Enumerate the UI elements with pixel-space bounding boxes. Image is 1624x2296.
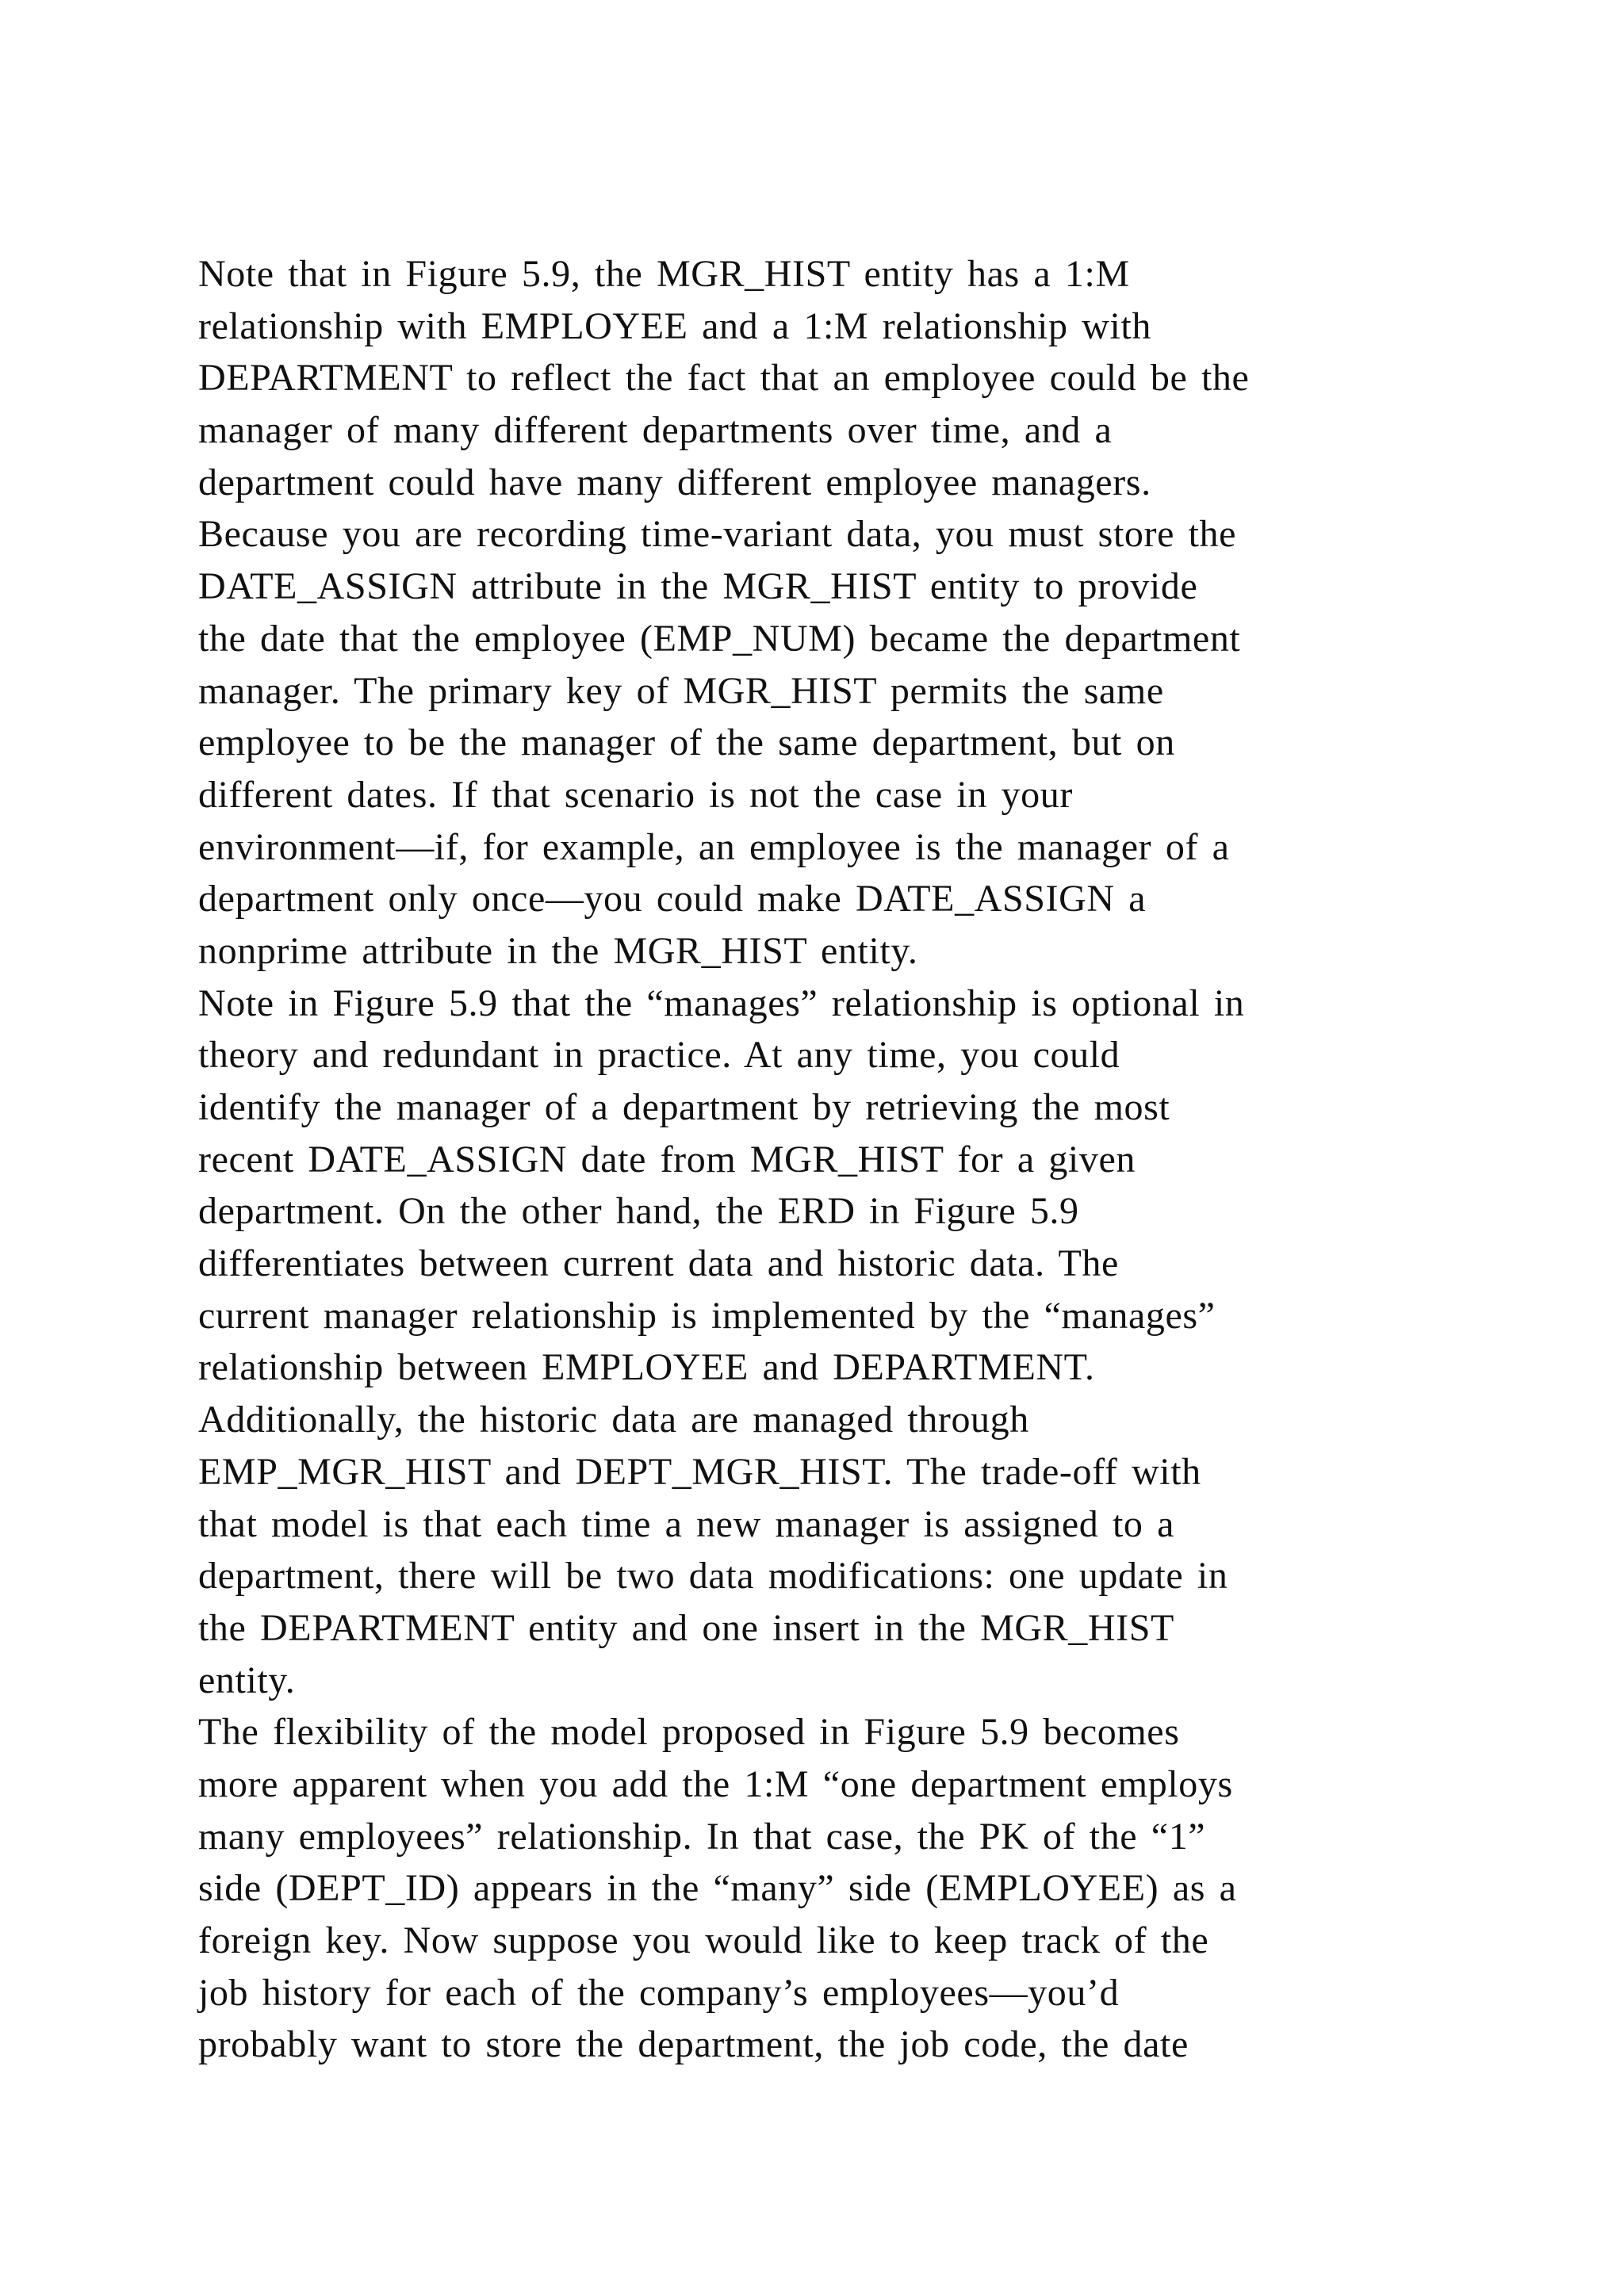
text-line: department only once—you could make DATE_ASSIGN a [198,878,1147,920]
text-line: nonprime attribute in the MGR_HIST entity. [198,929,918,972]
text-line: environment—if, for example, an employee is the manager of a [198,825,1230,868]
text-line: identify the manager of a department by retrieving the most [198,1086,1170,1128]
text-line: many employees” relationship. In that case, the PK of the “1” [198,1815,1206,1858]
text-line: more apparent when you add the 1:M “one department employs [198,1762,1233,1805]
text-line: DATE_ASSIGN attribute in the MGR_HIST entity to provide [198,565,1198,608]
text-line: job history for each of the company’s employees—you’d [198,1971,1120,2014]
text-line: probably want to store the department, the job code, the date [198,2023,1189,2066]
text-line: EMP_MGR_HIST and DEPT_MGR_HIST. The trade-off with [198,1450,1201,1493]
text-line: department. On the other hand, the ERD in Figure 5.9 [198,1190,1079,1233]
text-line: the date that the employee (EMP_NUM) became the department [198,617,1241,660]
text-line: entity. [198,1659,296,1701]
text-line: relationship with EMPLOYEE and a 1:M relationship with [198,304,1151,347]
body-text [198,248,1483,2071]
text-line: the DEPARTMENT entity and one insert in the MGR_HIST [198,1606,1174,1649]
text-line: Note in Figure 5.9 that the “manages” relationship is optional in [198,982,1245,1024]
text-line: Because you are recording time-variant data, you must store the [198,513,1237,556]
text-line: department could have many different employee managers. [198,461,1151,503]
text-line: recent DATE_ASSIGN date from MGR_HIST for a given [198,1138,1136,1181]
text-line: theory and redundant in practice. At any time, you could [198,1034,1120,1077]
text-line: that model is that each time a new manager is assigned to a [198,1502,1175,1545]
text-line: employee to be the manager of the same department, but on [198,721,1175,764]
text-line: DEPARTMENT to reflect the fact that an employee could be the [198,357,1250,400]
text-line: different dates. If that scenario is not the case in your [198,773,1073,816]
text-line: Additionally, the historic data are managed through [198,1399,1029,1441]
text-line: relationship between EMPLOYEE and DEPARTMENT. [198,1346,1095,1389]
text-line: current manager relationship is implemented by the “manages” [198,1294,1216,1337]
text-line: The flexibility of the model proposed in Figure 5.9 becomes [198,1711,1180,1754]
text-line: department, there will be two data modifications: one update in [198,1555,1228,1598]
text-line: manager. The primary key of MGR_HIST permits the same [198,669,1164,712]
text-line: manager of many different departments over time, and a [198,409,1113,452]
text-line: Note that in Figure 5.9, the MGR_HIST entity has a 1:M [198,253,1130,295]
text-line: differentiates between current data and historic data. The [198,1242,1119,1285]
text-line: foreign key. Now suppose you would like to keep track of the [198,1919,1209,1961]
text-line: side (DEPT_ID) appears in the “many” side (EMPLOYEE) as a [198,1867,1237,1910]
